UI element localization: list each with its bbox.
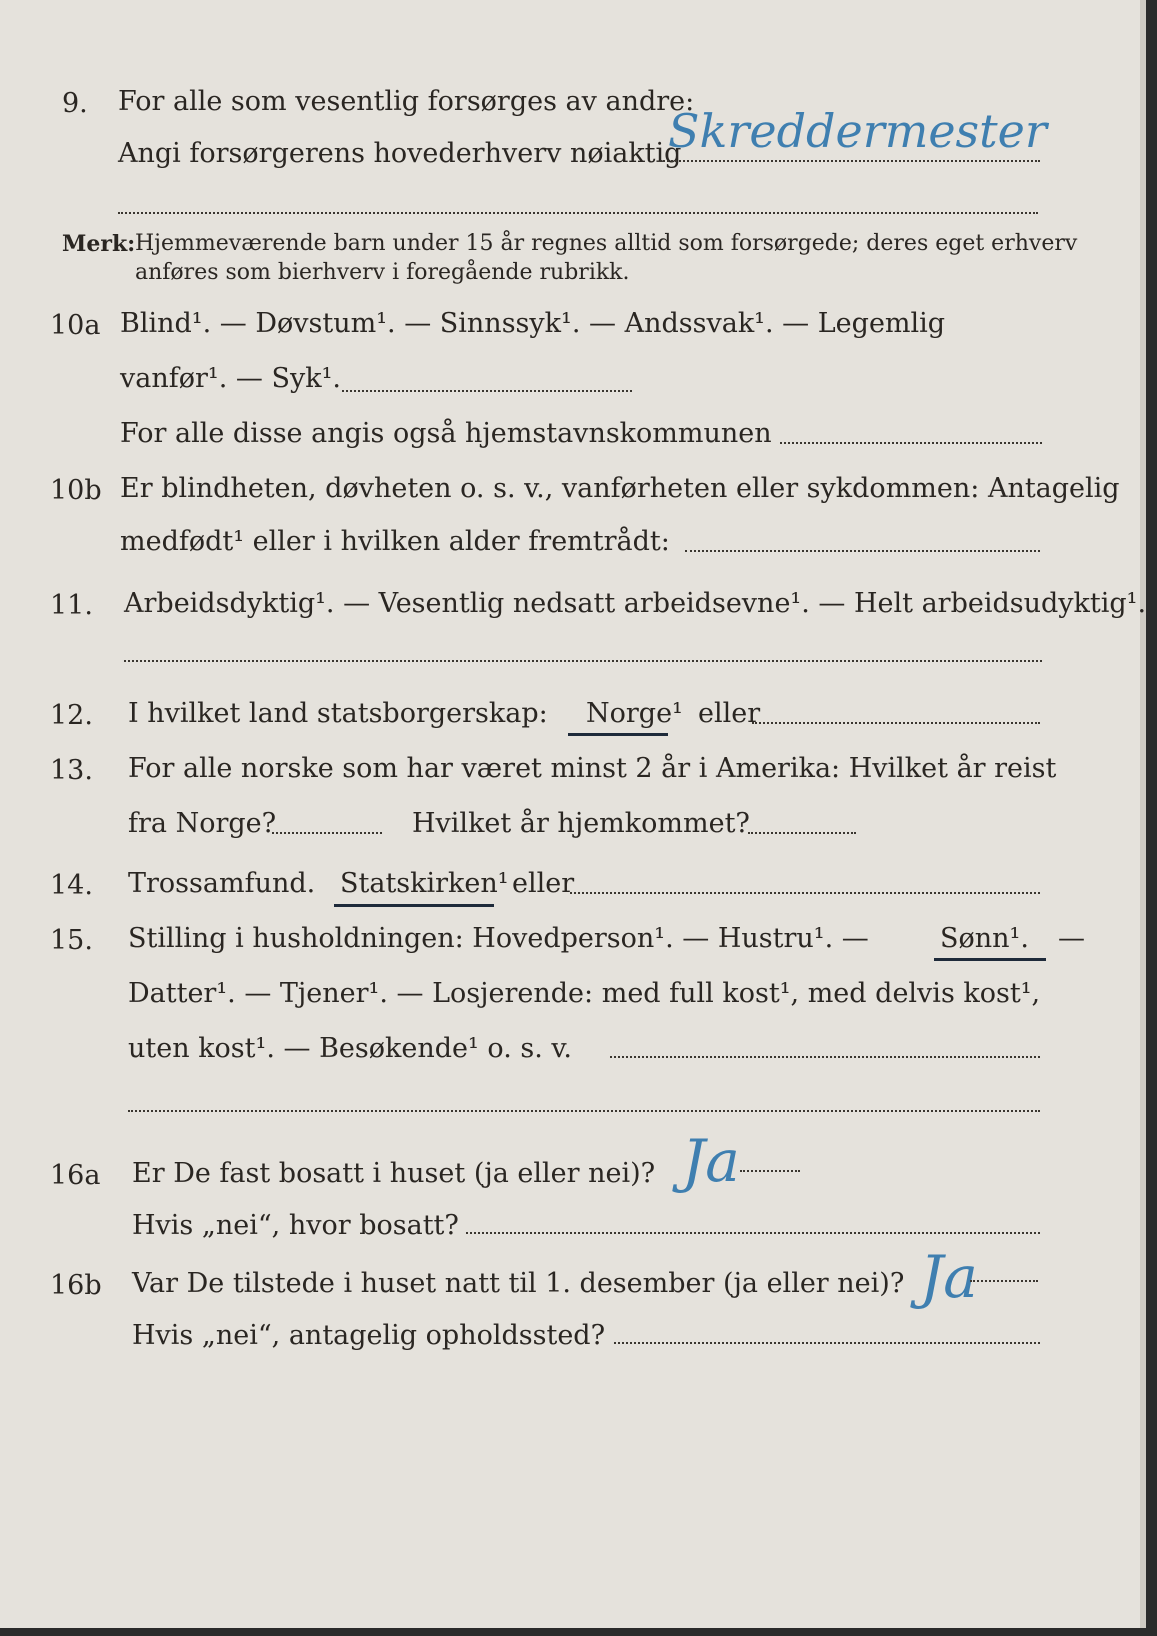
q16b-line2: Hvis „nei“, antagelig opholdssted? xyxy=(132,1320,606,1351)
q9-line2: Angi forsørgerens hovederhverv nøiaktig xyxy=(118,138,682,169)
q15-line3: uten kost¹. — Besøkende¹ o. s. v. xyxy=(128,1033,573,1064)
q13-line1: For alle norske som har været minst 2 år i Amerika: Hvilket år reist xyxy=(128,753,1057,784)
q10a-line3: For alle disse angis også hjemstavnskommunen xyxy=(120,418,772,449)
q10b-line1: Er blindheten, døvheten o. s. v., vanførheten eller sykdommen: Antagelig xyxy=(120,473,1120,504)
q16a-answer-handwritten[interactable]: Ja xyxy=(682,1127,740,1195)
q15-number: 15. xyxy=(50,925,93,956)
q10b-answer-line xyxy=(685,550,1040,552)
q16b-oppholdssted-line xyxy=(614,1342,1040,1344)
q12-answer-line xyxy=(752,722,1040,724)
q15-sonn-underline xyxy=(934,958,1046,961)
q15-answer-line-2 xyxy=(128,1110,1040,1112)
q16b-answer-handwritten[interactable]: Ja xyxy=(920,1243,978,1311)
q9-answer-line xyxy=(660,160,1040,162)
q13-hjemkommet-line xyxy=(748,832,856,834)
q16a-number: 16a xyxy=(50,1160,101,1191)
q10b-number: 10b xyxy=(50,475,102,506)
q12-number: 12. xyxy=(50,700,93,731)
q13-hjemkommet-label: Hvilket år hjemkommet? xyxy=(412,808,750,839)
q14-eller: eller xyxy=(512,868,575,899)
q12-text: I hvilket land statsborgerskap: xyxy=(128,698,548,729)
q10a-answer-line xyxy=(342,390,632,392)
q12-eller: eller xyxy=(698,698,761,729)
q10a-hometown-line xyxy=(780,442,1042,444)
q16b-number: 16b xyxy=(50,1270,102,1301)
q9-line1: For alle som vesentlig forsørges av andre: xyxy=(118,86,695,117)
q14-text: Trossamfund. xyxy=(128,868,316,899)
q15-dash: — xyxy=(1058,923,1085,954)
q12-norge-underline xyxy=(568,733,668,736)
q16b-answer-line xyxy=(970,1280,1038,1282)
q15-answer-line xyxy=(610,1056,1040,1058)
q16a-answer-line xyxy=(740,1170,800,1172)
q10a-line2: vanfør¹. — Syk¹. xyxy=(120,363,341,394)
merk-line2: anføres som bierhverv i foregående rubrikk. xyxy=(135,260,630,285)
merk-line1: Hjemmeværende barn under 15 år regnes alltid som forsørgede; deres eget erhverv xyxy=(135,231,1078,256)
q9-answer-line-2 xyxy=(118,212,1038,214)
q10a-line1: Blind¹. — Døvstum¹. — Sinnssyk¹. — Andssvak¹. — Legemlig xyxy=(120,308,946,339)
q15-sonn-option[interactable]: Sønn¹. xyxy=(940,923,1029,954)
q13-reist-line xyxy=(272,832,382,834)
q9-answer-handwritten[interactable]: Skreddermester xyxy=(668,104,1047,158)
q9-number: 9. xyxy=(62,88,88,119)
q16a-line1: Er De fast bosatt i huset (ja eller nei)? xyxy=(132,1158,656,1189)
q14-statskirken-option[interactable]: Statskirken¹ xyxy=(340,868,509,899)
q11-answer-line xyxy=(124,660,1042,662)
q14-answer-line xyxy=(570,892,1040,894)
q14-number: 14. xyxy=(50,870,93,901)
q10a-number: 10a xyxy=(50,310,101,341)
q16b-line1: Var De tilstede i huset natt til 1. desember (ja eller nei)? xyxy=(132,1268,905,1299)
q12-norge-option[interactable]: Norge¹ xyxy=(586,698,683,729)
q16a-line2: Hvis „nei“, hvor bosatt? xyxy=(132,1210,459,1241)
q15-line1: Stilling i husholdningen: Hovedperson¹. — Hustru¹. — xyxy=(128,923,869,954)
q15-line2: Datter¹. — Tjener¹. — Losjerende: med full kost¹, med delvis kost¹, xyxy=(128,978,1041,1009)
q13-reist-label: fra Norge? xyxy=(128,808,277,839)
q16a-bosatt-line xyxy=(466,1232,1040,1234)
q11-number: 11. xyxy=(50,590,93,621)
merk-label: Merk: xyxy=(62,231,136,257)
q13-number: 13. xyxy=(50,755,93,786)
q11-line1: Arbeidsdyktig¹. — Vesentlig nedsatt arbeidsevne¹. — Helt arbeidsudyktig¹. xyxy=(124,588,1147,619)
q14-statskirken-underline xyxy=(334,904,494,907)
q10b-line2: medfødt¹ eller i hvilken alder fremtrådt: xyxy=(120,526,670,557)
